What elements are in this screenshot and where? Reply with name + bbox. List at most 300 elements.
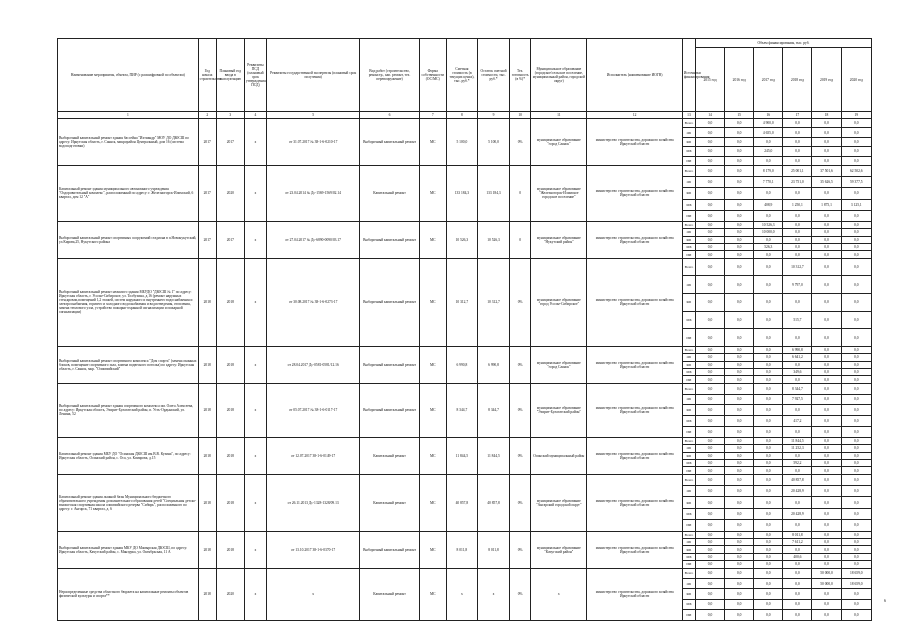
funding-amount: 20 428,9 bbox=[783, 486, 812, 497]
funding-source: Всего bbox=[682, 437, 695, 444]
column-number: 10 bbox=[510, 112, 531, 119]
estimated-cost: 40 857,8 bbox=[446, 474, 477, 531]
funding-amount: 0,0 bbox=[754, 579, 783, 589]
readiness: 0 bbox=[510, 165, 531, 221]
object-name: Капитальный ремонт здания лыжной базы Муниципального бюджетного образовательного учреждения дополнительного образования детей "Специальная детско-юношеская спортивная школа олимпийского резерва "Сибирь", расположенного по адресу: г. Ангарск, 71 квартал, д. 6 bbox=[58, 474, 199, 531]
funding-amount: 0,0 bbox=[841, 589, 871, 599]
funding-amount: 35 626,5 bbox=[812, 177, 841, 188]
work-type: Выборочный капитальный ремонт bbox=[360, 531, 419, 568]
funding-amount: 0,0 bbox=[754, 452, 783, 459]
funding-amount: 0,0 bbox=[695, 497, 724, 508]
column-number: 13 bbox=[682, 112, 695, 119]
funding-amount: 0,0 bbox=[725, 452, 754, 459]
funding-source: ФБ bbox=[682, 589, 695, 599]
funding-amount: 0,0 bbox=[841, 467, 871, 474]
financing-table bbox=[57, 38, 872, 621]
funding-amount: 0,0 bbox=[695, 394, 724, 405]
funding-amount: 0,0 bbox=[841, 561, 871, 568]
municipality: муниципальное образование "город Усолье-Сибирское" bbox=[531, 258, 587, 346]
funding-amount: 0,0 bbox=[812, 497, 841, 508]
column-number: 15 bbox=[725, 112, 754, 119]
funding-amount: 59 377,5 bbox=[841, 177, 871, 188]
funding-amount: 0,0 bbox=[725, 589, 754, 599]
funding-amount: 0,0 bbox=[754, 520, 783, 531]
header-municipality: Муниципальное образование (городское/сельское поселение, муниципальный район, городской округ) bbox=[531, 39, 587, 112]
funding-source: ОБ bbox=[682, 276, 695, 294]
funding-amount: 0,0 bbox=[841, 188, 871, 199]
funding-source: МБ bbox=[682, 244, 695, 251]
funding-amount: 0,0 bbox=[783, 229, 812, 236]
funding-amount: 0,0 bbox=[812, 137, 841, 146]
header-expertise: Реквизиты государственной экспертизы (плановый срок получения) bbox=[266, 39, 359, 112]
funding-amount: 0,0 bbox=[841, 229, 871, 236]
funding-amount: 0,0 bbox=[783, 497, 812, 508]
funding-amount: 18 659,0 bbox=[841, 568, 871, 578]
funding-amount: 0,0 bbox=[725, 383, 754, 394]
funding-amount: 0,0 bbox=[725, 177, 754, 188]
header-start-year: Год начала строительства bbox=[198, 39, 216, 112]
start-year: 2018 bbox=[198, 383, 216, 437]
executor: министерство строительства, дорожного хозяйства Иркутской области bbox=[587, 119, 682, 166]
funding-source: ОБ bbox=[682, 579, 695, 589]
funding-amount: 0,0 bbox=[783, 405, 812, 416]
funding-amount: 0,0 bbox=[725, 311, 754, 329]
funding-amount: 0,0 bbox=[812, 508, 841, 519]
object-name: Выборочный капитальный ремонт здания спортивного комплекса им. Олега Алексеева, по адресу: Иркутская область, Эхирит-Булагатский район, п. Усть-Ордынский, ул. Ленина, 52 bbox=[58, 383, 199, 437]
funding-amount: 40 857,8 bbox=[783, 474, 812, 485]
funding-amount: 0,0 bbox=[695, 329, 724, 347]
header-psd: Реквизиты ПСД (плановый срок утверждения ПСД) bbox=[244, 39, 266, 112]
column-number: 3 bbox=[216, 112, 244, 119]
column-number: 1 bbox=[58, 112, 199, 119]
expertise-value: от 30.08.2017 № 38-1-6-0273-17 bbox=[266, 258, 359, 346]
estimated-cost: 10 526,3 bbox=[446, 221, 477, 258]
funding-source: Всего bbox=[682, 119, 695, 128]
estimated-cost: 8 011,8 bbox=[446, 531, 477, 568]
funding-amount: 0,0 bbox=[812, 258, 841, 276]
funding-amount: 0,0 bbox=[812, 405, 841, 416]
header-year: 2019 год bbox=[812, 48, 841, 112]
column-number: 12 bbox=[587, 112, 682, 119]
funding-amount: 0,0 bbox=[725, 354, 754, 361]
column-number: 4 bbox=[244, 112, 266, 119]
funding-amount: 0,0 bbox=[841, 610, 871, 620]
funding-amount: 0,0 bbox=[725, 236, 754, 243]
remaining-cost: 10 526,3 bbox=[477, 221, 509, 258]
header-year: 2017 год bbox=[754, 48, 783, 112]
funding-source: МБ bbox=[682, 508, 695, 519]
object-name: Выборочный капитальный ремонт спортивного комплекса "Дом спорта" (замена оконных блоков, помещение спортивного зала, замена подвесного потолка) по адресу: Иркутская область, г. Саянск, мкр. "Олимпийский" bbox=[58, 346, 199, 383]
funding-source: Всего bbox=[682, 165, 695, 176]
funding-amount: 0,0 bbox=[812, 329, 841, 347]
funding-amount: 0,0 bbox=[725, 156, 754, 165]
funding-amount: 0,0 bbox=[754, 467, 783, 474]
object-name: Выборочный капитальный ремонт нежилого здания МБУДО "ДЮСШ № 1" по адресу: Иркутская область, г. Усолье-Сибирское, ул. Толбухина, д.16 (ремонт наружных стен,кровли,помещений 1,2 этажей, систем наружного и внутреннего водоснабжения и электроснабжения, горячего и холодного водоснабжения и водоотведения, отопления, замена теплового узла, устройство пожарно-охранной сигнализации и пожарной сигнализации) bbox=[58, 258, 199, 346]
end-year: 2018 bbox=[216, 383, 244, 437]
funding-amount: 0,0 bbox=[695, 376, 724, 383]
funding-amount: 245,0 bbox=[754, 147, 783, 156]
funding-source: ИИ bbox=[682, 251, 695, 258]
funding-source: Всего bbox=[682, 258, 695, 276]
object-name: Капитальный ремонт здания МБУ ДО "Осинская ДЮСШ им.В.В. Кузина", по адресу: Иркутская область, Осинский район, с. Оса, ул. Комарова, д.15 bbox=[58, 437, 199, 474]
funding-source: МБ bbox=[682, 368, 695, 375]
funding-amount: 0,0 bbox=[841, 405, 871, 416]
funding-amount: 0,0 bbox=[695, 508, 724, 519]
funding-amount: 0,0 bbox=[725, 229, 754, 236]
funding-amount: 0,0 bbox=[812, 452, 841, 459]
readiness: 0 bbox=[510, 221, 531, 258]
funding-source: ФБ bbox=[682, 137, 695, 146]
funding-amount: 0,0 bbox=[695, 294, 724, 312]
program-table-sheet bbox=[57, 38, 872, 621]
executor: министерство строительства, дорожного хозяйства Иркутской области bbox=[587, 531, 682, 568]
column-number: 5 bbox=[266, 112, 359, 119]
funding-amount: 0,0 bbox=[812, 311, 841, 329]
psd-value: x bbox=[244, 221, 266, 258]
funding-amount: 1 875,1 bbox=[812, 199, 841, 210]
funding-amount: 0,0 bbox=[841, 294, 871, 312]
funding-amount: 10 526,3 bbox=[754, 221, 783, 228]
funding-amount: 20 428,9 bbox=[783, 508, 812, 519]
funding-amount: 0,0 bbox=[754, 329, 783, 347]
funding-amount: 0,0 bbox=[725, 137, 754, 146]
header-executor: Исполнитель (наименование ИОГВ) bbox=[587, 39, 682, 112]
funding-amount: 0,0 bbox=[841, 329, 871, 347]
funding-amount: 526,3 bbox=[754, 244, 783, 251]
funding-source: ОБ bbox=[682, 354, 695, 361]
funding-source: ОБ bbox=[682, 539, 695, 546]
funding-source: ОБ bbox=[682, 486, 695, 497]
funding-amount: 0,0 bbox=[841, 346, 871, 353]
funding-amount: 0,0 bbox=[841, 236, 871, 243]
funding-amount: 0,0 bbox=[812, 553, 841, 560]
funding-source: МБ bbox=[682, 553, 695, 560]
readiness: 0% bbox=[510, 258, 531, 346]
funding-amount: 0,0 bbox=[725, 531, 754, 538]
ownership: МС bbox=[419, 165, 446, 221]
executor: министерство строительства, дорожного хозяйства Иркутской области bbox=[587, 437, 682, 474]
funding-source: ФБ bbox=[682, 236, 695, 243]
remaining-cost: 11 844,5 bbox=[477, 437, 509, 474]
funding-amount: 400,6 bbox=[783, 553, 812, 560]
funding-amount: 349,6 bbox=[783, 368, 812, 375]
funding-amount: 0,0 bbox=[695, 467, 724, 474]
ownership: МС bbox=[419, 258, 446, 346]
ownership: МС bbox=[419, 437, 446, 474]
funding-amount: 0,0 bbox=[783, 520, 812, 531]
funding-amount: 0,0 bbox=[695, 119, 724, 128]
funding-amount: 23 751,0 bbox=[783, 177, 812, 188]
funding-amount: 0,0 bbox=[725, 539, 754, 546]
funding-amount: 0,0 bbox=[725, 426, 754, 437]
funding-amount: 0,0 bbox=[695, 610, 724, 620]
funding-amount: 0,0 bbox=[754, 361, 783, 368]
funding-amount: 0,0 bbox=[754, 368, 783, 375]
funding-amount: 0,0 bbox=[754, 546, 783, 553]
funding-amount: 0,0 bbox=[754, 156, 783, 165]
funding-source: Всего bbox=[682, 474, 695, 485]
municipality: муниципальное образование "Эхирит-Булагатский район" bbox=[531, 383, 587, 437]
funding-amount: 0,0 bbox=[783, 294, 812, 312]
funding-amount: 0,0 bbox=[812, 520, 841, 531]
municipality: муниципальное образование "город Саянск" bbox=[531, 119, 587, 166]
funding-amount: 10 000,0 bbox=[754, 229, 783, 236]
funding-amount: 0,0 bbox=[754, 553, 783, 560]
funding-amount: 0,0 bbox=[812, 539, 841, 546]
end-year: 2018 bbox=[216, 258, 244, 346]
funding-amount: 0,0 bbox=[695, 553, 724, 560]
object-name: Капитальный ремонт здания муниципального автономного учреждения "Оздоровительный комплекс", расположенный по адресу: г. Железногорск-Илимский, 6 квартал, дом 12 "А" bbox=[58, 165, 199, 221]
funding-amount: 0,0 bbox=[841, 210, 871, 221]
funding-amount: 0,0 bbox=[812, 156, 841, 165]
funding-amount: 0,0 bbox=[725, 210, 754, 221]
remaining-cost: 8 011,8 bbox=[477, 531, 509, 568]
executor: министерство строительства, дорожного хозяйства Иркутской области bbox=[587, 383, 682, 437]
header-remaining-cost: Остаток сметной стоимости, тыс. руб.* bbox=[477, 39, 509, 112]
funding-amount: 0,0 bbox=[812, 244, 841, 251]
funding-source: ФБ bbox=[682, 294, 695, 312]
readiness: 0% bbox=[510, 531, 531, 568]
table-row bbox=[58, 221, 872, 228]
psd-value: x bbox=[244, 474, 266, 531]
funding-amount: 0,0 bbox=[725, 497, 754, 508]
funding-amount: 0,0 bbox=[841, 137, 871, 146]
funding-source: ОБ bbox=[682, 394, 695, 405]
funding-amount: 0,0 bbox=[783, 221, 812, 228]
funding-amount: 50 000,0 bbox=[812, 579, 841, 589]
funding-amount: 0,0 bbox=[725, 474, 754, 485]
funding-amount: 0,0 bbox=[725, 437, 754, 444]
funding-amount: 0,0 bbox=[783, 589, 812, 599]
funding-amount: 0,0 bbox=[754, 568, 783, 578]
funding-amount: 0,0 bbox=[841, 437, 871, 444]
funding-amount: 0,0 bbox=[695, 258, 724, 276]
funding-source: ФБ bbox=[682, 188, 695, 199]
funding-amount: 0,0 bbox=[783, 599, 812, 609]
funding-source: МБ bbox=[682, 311, 695, 329]
expertise-value: от 05.07.2017 № 38-1-6-0117-17 bbox=[266, 383, 359, 437]
funding-amount: 0,0 bbox=[841, 244, 871, 251]
funding-amount: 10 312,7 bbox=[783, 258, 812, 276]
funding-amount: 0,0 bbox=[841, 361, 871, 368]
funding-amount: 0,0 bbox=[812, 459, 841, 466]
object-name: Нераспределенные средства областного бюджета на капитальные ремонты объектов физической культуры и спорта** bbox=[58, 568, 199, 620]
funding-amount: 0,0 bbox=[725, 119, 754, 128]
work-type: Выборочный капитальный ремонт bbox=[360, 221, 419, 258]
psd-value: x bbox=[244, 346, 266, 383]
funding-amount: 0,0 bbox=[725, 546, 754, 553]
funding-amount: 0,0 bbox=[725, 579, 754, 589]
funding-source: МБ bbox=[682, 459, 695, 466]
funding-amount: 0,0 bbox=[783, 561, 812, 568]
work-type: Выборочный капитальный ремонт bbox=[360, 346, 419, 383]
funding-amount: 0,0 bbox=[695, 199, 724, 210]
funding-amount: 11 252,3 bbox=[783, 445, 812, 452]
funding-amount: 0,0 bbox=[754, 486, 783, 497]
header-commission-year: Плановый год ввода в эксплуатацию bbox=[216, 39, 244, 112]
end-year: 2018 bbox=[216, 474, 244, 531]
funding-amount: 9 797,0 bbox=[783, 276, 812, 294]
header-readiness: Тех. готовность (в %)* bbox=[510, 39, 531, 112]
funding-source: ФБ bbox=[682, 546, 695, 553]
header-estimated-cost: Сметная стоимость (в текущих ценах), тыс. руб.* bbox=[446, 39, 477, 112]
funding-amount: 0,0 bbox=[725, 221, 754, 228]
column-number: 16 bbox=[754, 112, 783, 119]
funding-source: ИИ bbox=[682, 610, 695, 620]
funding-amount: 0,0 bbox=[841, 368, 871, 375]
funding-amount: 0,0 bbox=[841, 221, 871, 228]
funding-amount: 0,0 bbox=[841, 452, 871, 459]
funding-amount: 0,0 bbox=[725, 147, 754, 156]
end-year: 2018 bbox=[216, 531, 244, 568]
funding-amount: 0,0 bbox=[725, 508, 754, 519]
municipality: муниципальное образование "город Саянск" bbox=[531, 346, 587, 383]
funding-amount: 417,2 bbox=[783, 416, 812, 427]
remaining-cost: 10 312,7 bbox=[477, 258, 509, 346]
work-type: Выборочный капитальный ремонт bbox=[360, 258, 419, 346]
municipality: муниципальное образование "Железногорск-Илимское городское поселение" bbox=[531, 165, 587, 221]
header-year: 2018 год bbox=[783, 48, 812, 112]
expertise-value: от 13.10.2017 38-1-6-0370-17 bbox=[266, 531, 359, 568]
funding-amount: 0,0 bbox=[695, 311, 724, 329]
funding-amount: 0,0 bbox=[695, 236, 724, 243]
funding-amount: 0,0 bbox=[725, 486, 754, 497]
funding-amount: 0,0 bbox=[841, 426, 871, 437]
funding-amount: 0,0 bbox=[695, 165, 724, 176]
funding-amount: 0,0 bbox=[812, 368, 841, 375]
funding-amount: 0,0 bbox=[841, 486, 871, 497]
funding-source: ИИ bbox=[682, 329, 695, 347]
funding-amount: 0,0 bbox=[695, 188, 724, 199]
funding-amount: 0,0 bbox=[812, 589, 841, 599]
funding-amount: 0,0 bbox=[841, 354, 871, 361]
funding-source: ИИ bbox=[682, 376, 695, 383]
funding-amount: 0,0 bbox=[754, 188, 783, 199]
funding-amount: 4 655,0 bbox=[754, 128, 783, 137]
funding-amount: 0,0 bbox=[725, 165, 754, 176]
funding-amount: 8 011,8 bbox=[783, 531, 812, 538]
ownership: МС bbox=[419, 346, 446, 383]
header-name: Наименование мероприятия, объекта, ПИР (с расшифровкой по объектам) bbox=[58, 39, 199, 112]
page-number: 6 bbox=[884, 598, 886, 603]
funding-amount: 0,0 bbox=[783, 467, 812, 474]
funding-amount: 0,0 bbox=[841, 156, 871, 165]
remaining-cost: 6 990,8 bbox=[477, 346, 509, 383]
funding-amount: 0,0 bbox=[783, 188, 812, 199]
funding-amount: 0,0 bbox=[841, 416, 871, 427]
funding-source: ОБ bbox=[682, 177, 695, 188]
expertise-value: от 26.11.2013 Дс-1328-1328/09.13 bbox=[266, 474, 359, 531]
funding-amount: 50 000,0 bbox=[812, 568, 841, 578]
funding-amount: 0,0 bbox=[695, 276, 724, 294]
object-name: Выборочный капитальный ремонт здания бассейна "Ихтиандр" МОУ ДО ДЮСШ по адресу: Иркутская область, г. Саянск, микрорайон Центральный, дом 16 (система водоподготовки) bbox=[58, 119, 199, 166]
executor: министерство строительства, дорожного хозяйства Иркутской области bbox=[587, 474, 682, 531]
funding-amount: 0,0 bbox=[812, 416, 841, 427]
funding-amount: 0,0 bbox=[725, 394, 754, 405]
header-financing: Объем финансирования, тыс. руб. bbox=[695, 39, 871, 48]
funding-amount: 4 900,0 bbox=[754, 119, 783, 128]
funding-amount: 0,0 bbox=[812, 147, 841, 156]
work-type: Выборочный капитальный ремонт bbox=[360, 383, 419, 437]
funding-amount: 0,0 bbox=[812, 610, 841, 620]
funding-amount: 0,0 bbox=[783, 329, 812, 347]
psd-value: x bbox=[244, 383, 266, 437]
funding-amount: 0,0 bbox=[725, 244, 754, 251]
funding-amount: 0,0 bbox=[841, 251, 871, 258]
header-work-type: Вид работ (строительство, реконстр., кап. ремонт, тех. перевооружение) bbox=[360, 39, 419, 112]
funding-amount: 7 611,2 bbox=[783, 539, 812, 546]
funding-amount: 0,0 bbox=[754, 599, 783, 609]
funding-amount: 0,0 bbox=[812, 376, 841, 383]
funding-source: ИИ bbox=[682, 210, 695, 221]
funding-amount: 0,0 bbox=[725, 361, 754, 368]
funding-amount: 0,0 bbox=[841, 258, 871, 276]
funding-amount: 0,0 bbox=[725, 405, 754, 416]
funding-amount: 0,0 bbox=[783, 426, 812, 437]
funding-source: ФБ bbox=[682, 405, 695, 416]
funding-amount: 0,0 bbox=[754, 276, 783, 294]
funding-source: ИИ bbox=[682, 156, 695, 165]
funding-amount: 0,0 bbox=[783, 137, 812, 146]
funding-amount: 0,0 bbox=[725, 294, 754, 312]
funding-amount: 0,0 bbox=[841, 119, 871, 128]
funding-amount: 0,0 bbox=[754, 294, 783, 312]
funding-amount: 6 990,8 bbox=[783, 346, 812, 353]
funding-amount: 0,0 bbox=[812, 128, 841, 137]
ownership: МС bbox=[419, 119, 446, 166]
readiness: 0% bbox=[510, 346, 531, 383]
end-year: 2020 bbox=[216, 568, 244, 620]
funding-amount: 0,0 bbox=[695, 210, 724, 221]
funding-source: МБ bbox=[682, 147, 695, 156]
funding-amount: 1 250,1 bbox=[783, 199, 812, 210]
executor: министерство строительства, дорожного хозяйства Иркутской области bbox=[587, 258, 682, 346]
executor: министерство строительства, дорожного хозяйства Иркутской области bbox=[587, 221, 682, 258]
funding-amount: 0,0 bbox=[783, 376, 812, 383]
start-year: 2017 bbox=[198, 119, 216, 166]
funding-amount: 0,0 bbox=[695, 156, 724, 165]
funding-amount: 0,0 bbox=[695, 445, 724, 452]
funding-amount: 0,0 bbox=[725, 199, 754, 210]
remaining-cost: 5 100,0 bbox=[477, 119, 509, 166]
municipality: муниципальное образование "Качугский район" bbox=[531, 531, 587, 568]
funding-amount: 0,0 bbox=[695, 128, 724, 137]
funding-amount: 0,0 bbox=[695, 486, 724, 497]
column-number: 6 bbox=[360, 112, 419, 119]
remaining-cost: 133 184,3 bbox=[477, 165, 509, 221]
funding-amount: 0,0 bbox=[783, 452, 812, 459]
funding-amount: 0,0 bbox=[812, 561, 841, 568]
start-year: 2018 bbox=[198, 531, 216, 568]
funding-amount: 0,0 bbox=[841, 394, 871, 405]
funding-amount: 0,0 bbox=[695, 405, 724, 416]
ownership: МС bbox=[419, 568, 446, 620]
funding-amount: 0,0 bbox=[812, 210, 841, 221]
funding-amount: 7 927,5 bbox=[783, 394, 812, 405]
funding-amount: 0,0 bbox=[725, 520, 754, 531]
funding-amount: 0,0 bbox=[812, 354, 841, 361]
funding-amount: 0,0 bbox=[841, 383, 871, 394]
expertise-value: x bbox=[266, 568, 359, 620]
funding-amount: 0,0 bbox=[783, 128, 812, 137]
end-year: 2018 bbox=[216, 346, 244, 383]
table-row bbox=[58, 258, 872, 276]
table-row bbox=[58, 568, 872, 578]
funding-amount: 0,0 bbox=[695, 599, 724, 609]
column-number: 2 bbox=[198, 112, 216, 119]
ownership: МС bbox=[419, 383, 446, 437]
funding-amount: 0,0 bbox=[841, 459, 871, 466]
